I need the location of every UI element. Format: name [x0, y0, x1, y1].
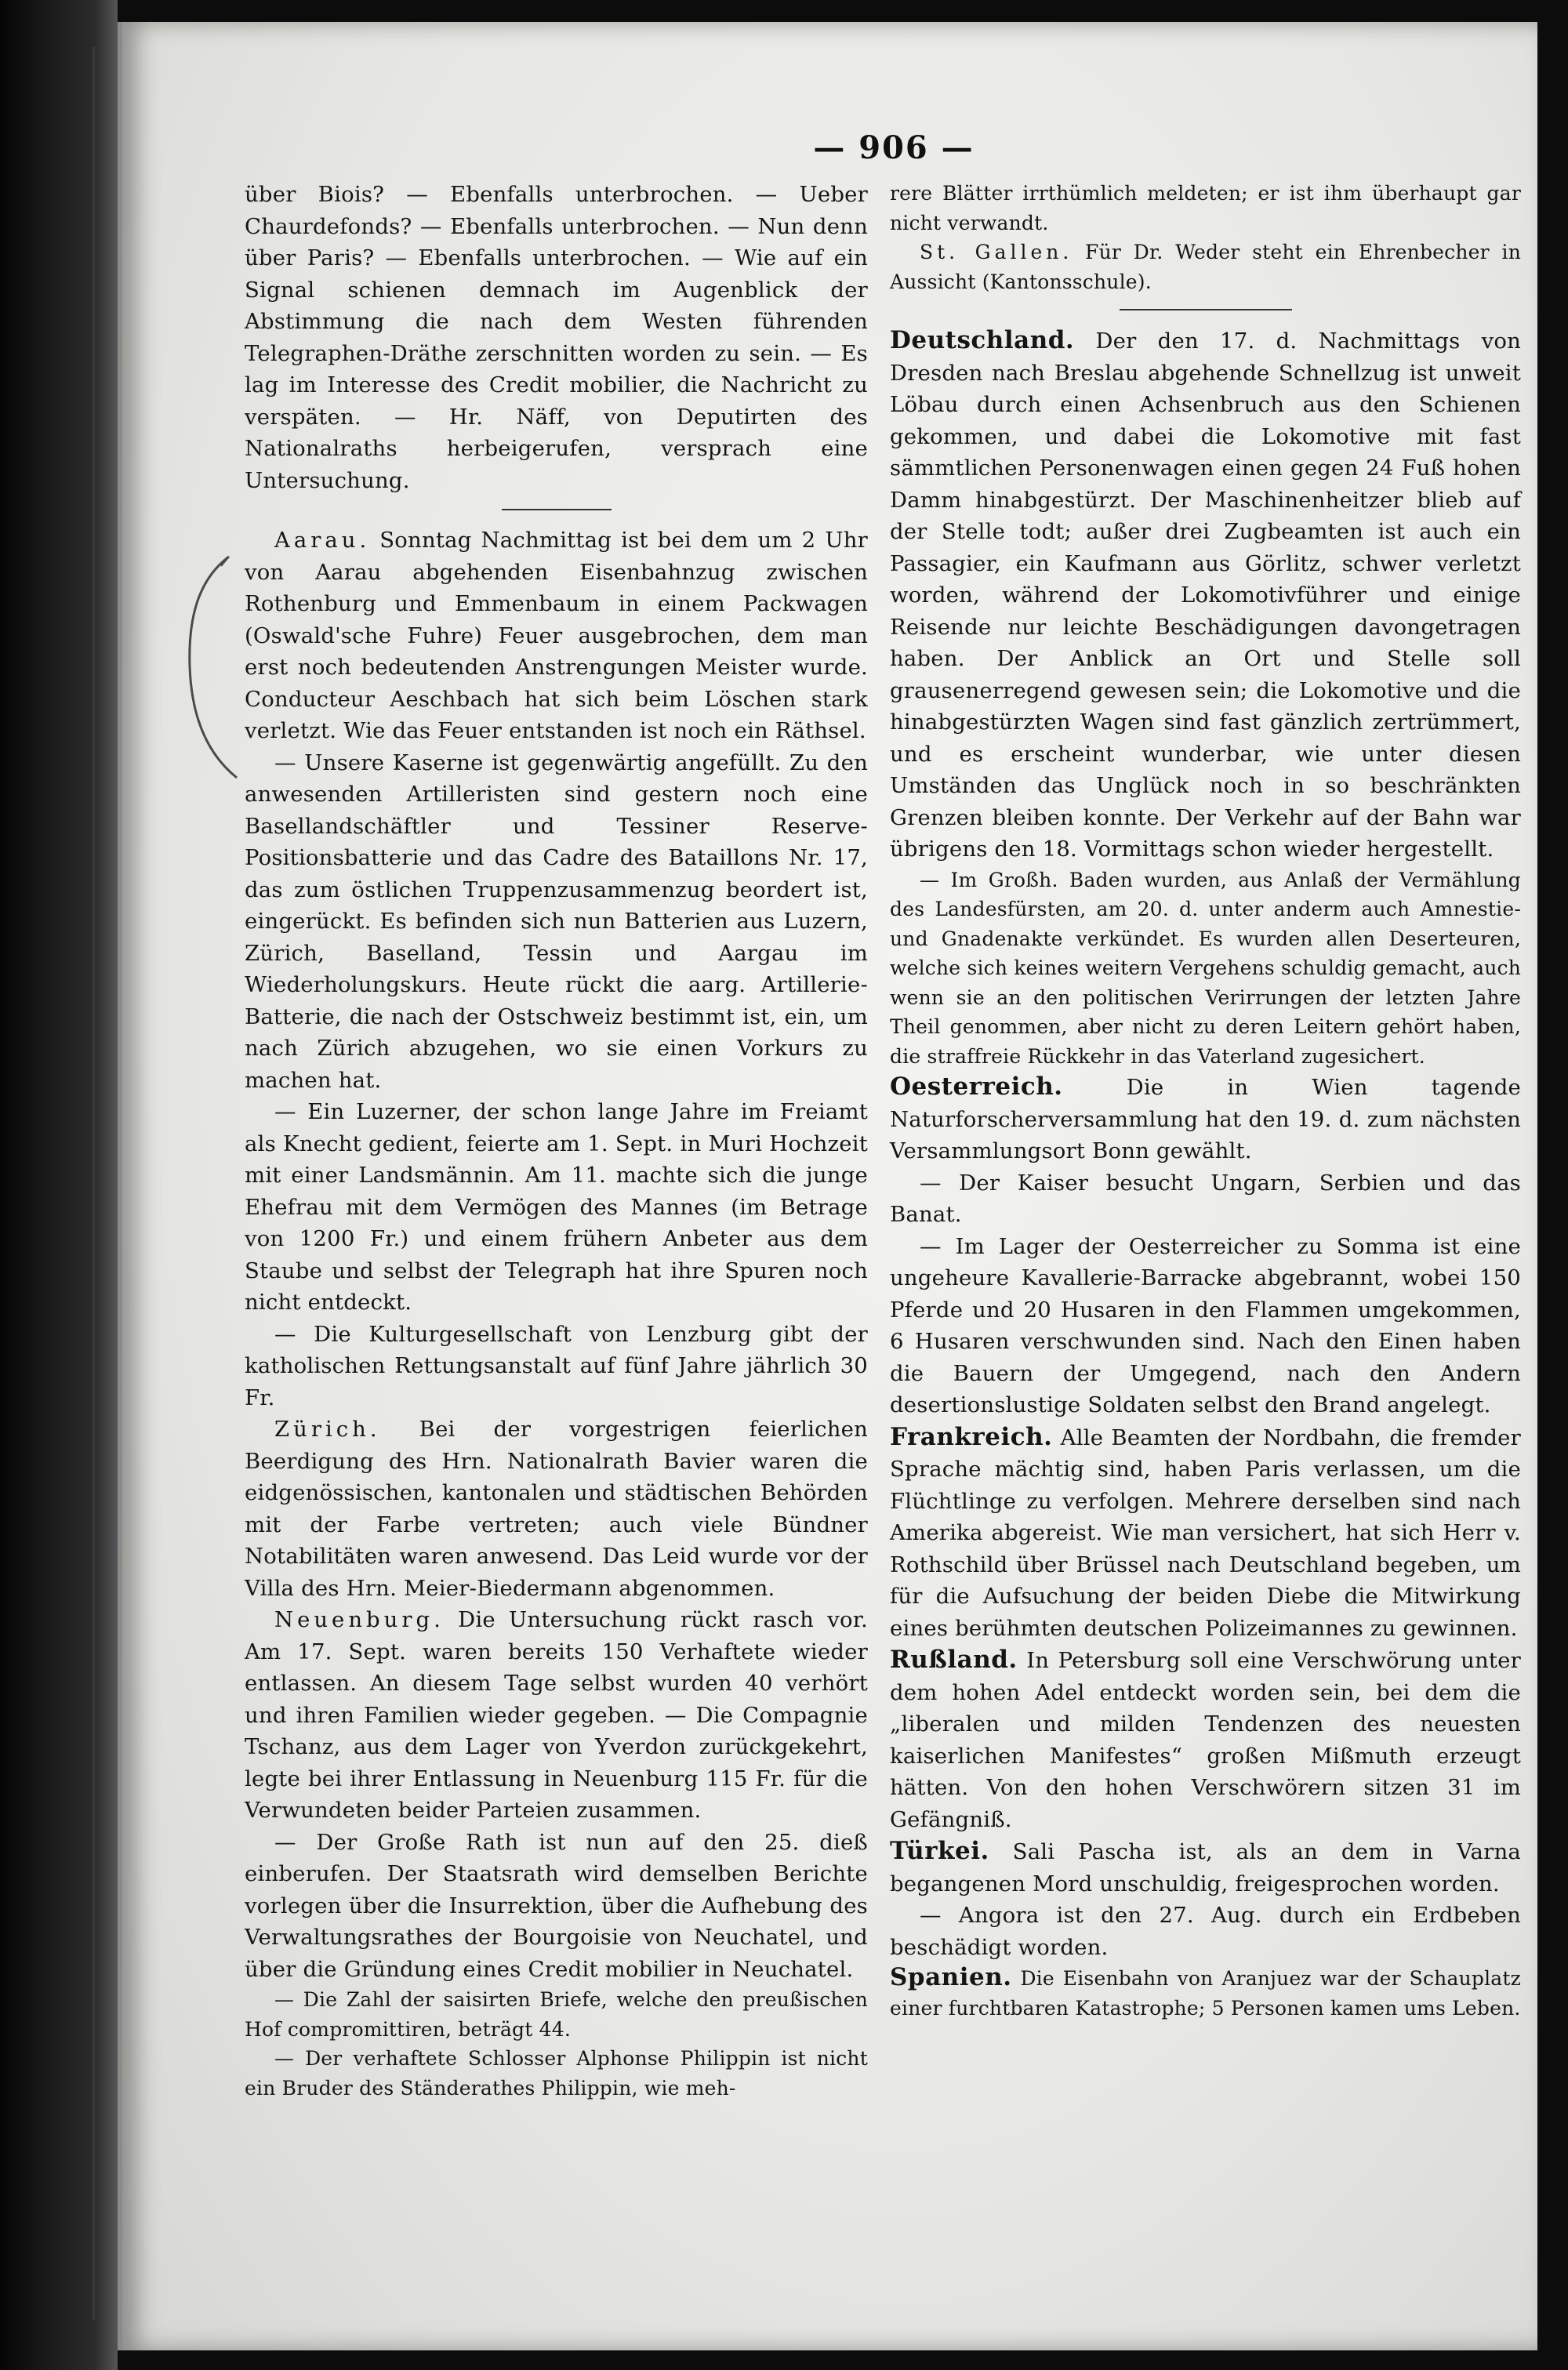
- article-paragraph: [890, 1167, 1521, 1231]
- article-aarau: [245, 524, 868, 747]
- paragraph-text: — Der Kaiser besucht Ungarn, Serbien und das Banat.: [890, 1170, 1521, 1227]
- place-heading: St. Gallen.: [920, 241, 1073, 263]
- article-neuenburg: [245, 1604, 868, 1827]
- paragraph-text: Bei der vorgestrigen feierlichen Beerdigung des Hrn. Nationalrath Bavier waren die eidgenössischen, kantonalen und städtischen Behörden mit der Farbe vertreten; auch viele Bündner Notabilitäten waren anwesend. Das Leid wurde vor der Villa des Hrn. Meier-Biedermann abgenommen.: [245, 1417, 868, 1601]
- section-divider: [1120, 309, 1292, 310]
- article-st-gallen: [890, 238, 1521, 296]
- article-oesterreich: [890, 1071, 1521, 1167]
- paragraph-text: rere Blätter irrthümlich meldeten; er ist ihm überhaupt gar nicht verwandt.: [890, 182, 1521, 234]
- article-tuerkei: [890, 1835, 1521, 1900]
- country-heading: Frankreich.: [890, 1422, 1053, 1451]
- paragraph-text: — Die Zahl der saisirten Briefe, welche den preußischen Hof compromittiren, beträgt 44.: [245, 1988, 868, 2041]
- paragraph-text: — Im Großh. Baden wurden, aus Anlaß der Vermählung des Landesfürsten, am 20. d. unter anderm auch Amnestie- und Gnadenakte verkündet. Es wurden allen Deserteuren, welche sich keines weitern Vergehens schuldig gemacht, auch wenn sie an den politischen Verirrungen der letzten Jahre Theil genommen, aber nicht zu deren Leitern gehört haben, die straffreie Rückkehr in das Vaterland zugesichert.: [890, 868, 1521, 1068]
- article-paragraph: [890, 1900, 1521, 1963]
- article-frankreich: [890, 1421, 1521, 1645]
- paragraph-text: Die Untersuchung rückt rasch vor. Am 17. Sept. waren bereits 150 Verhaftete wieder entlassen. An diesem Tage selbst wurden 40 verhört und ihren Familien wieder gegeben. — Die Compagnie Tschanz, aus dem Lager von Yverdon zurückgekehrt, legte bei ihrer Entlassung in Neuenburg 115 Fr. für die Verwundeten beider Parteien zusammen.: [245, 1607, 868, 1823]
- country-heading: Spanien.: [890, 1963, 1012, 1991]
- book-gutter: [0, 0, 118, 2370]
- paragraph-text: Der den 17. d. Nachmittags von Dresden nach Breslau abgehende Schnellzug ist unweit Löbau durch einen Achsenbruch aus den Schienen gekommen, und dabei die Lokomotive mit fast sämmtlichen Personenwagen einen gegen 24 Fuß hohen Damm hinabgestürzt. Der Maschinenheitzer blieb auf der Stelle todt; außer drei Zugbeamten ist auch ein Passagier, ein Kaufmann aus Görlitz, schwer verletzt worden, während der Lokomotivführer und einige Reisende nur leichte Beschädigungen davongetragen haben. Der Anblick an Ort und Stelle soll grausenerregend gewesen sein; die Lokomotive und die hinabgestürzten Wagen sind fast gänzlich zertrümmert, und es erscheint wunderbar, wie unter diesen Umständen das Unglück noch in so beschränkten Grenzen bleiben konnte. Der Verkehr auf der Bahn war übrigens den 18. Vormittags schon wieder hergestellt.: [890, 328, 1521, 862]
- article-deutschland: [890, 325, 1521, 866]
- country-heading: Rußland.: [890, 1646, 1018, 1674]
- article-paragraph: [245, 2044, 868, 2103]
- country-heading: Türkei.: [890, 1837, 989, 1865]
- paragraph-text: Die Eisenbahn von Aranjuez war der Schauplatz einer furchtbaren Katastrophe; 5 Personen kamen ums Leben.: [890, 1967, 1521, 2020]
- article-paragraph: [890, 866, 1521, 1072]
- paragraph-text: — Ein Luzerner, der schon lange Jahre im Freiamt als Knecht gedient, feierte am 1. Sept. in Muri Hochzeit mit einer Landsmännin. Am 11. machte sich die junge Ehefrau mit dem Vermögen des Mannes (im Betrage von 1200 Fr.) und einem frühern Anbeter aus dem Staube und selbst der Telegraph hat ihre Spuren noch nicht entdeckt.: [245, 1099, 868, 1315]
- article-paragraph: [245, 1319, 868, 1414]
- place-heading: Zürich.: [274, 1417, 381, 1442]
- article-paragraph: [245, 179, 868, 496]
- country-heading: Oesterreich.: [890, 1072, 1063, 1101]
- paragraph-text: Alle Beamten der Nordbahn, die fremder Sprache mächtig sind, haben Paris verlassen, um die Flüchtlinge zu verfolgen. Mehrere derselben sind nach Amerika abgereist. Wie man versichert, hat sich Herr v. Rothschild über Brüssel nach Deutschland begeben, um für die Aufsuchung der beiden Diebe die Mitwirkung eines berühmten deutschen Polizeimannes zu gewinnen.: [890, 1425, 1521, 1641]
- paragraph-text: über Biois? — Ebenfalls unterbrochen. — Ueber Chaurdefonds? — Ebenfalls unterbrochen. — Nun denn über Paris? — Ebenfalls unterbrochen. — Wie auf ein Signal schienen demnach im Augenblick der Abstimmung die nach dem Westen führenden Telegraphen-Dräthe zerschnitten worden zu sein. — Es lag im Interesse des Credit mobilier, die Nachricht zu verspäten. — Hr. Näff, von Deputirten des Nationalraths herbeigerufen, versprach eine Untersuchung.: [245, 182, 868, 493]
- article-paragraph: [890, 179, 1521, 238]
- paragraph-text: — Unsere Kaserne ist gegenwärtig angefüllt. Zu den anwesenden Artilleristen sind gestern noch eine Basellandschäftler und Tessiner Reserve-Positionsbatterie und das Cadre des Bataillons Nr. 17, das zum östlichen Truppenzusammenzug beordert ist, eingerückt. Es befinden sich nun Batterien aus Luzern, Zürich, Baselland, Tessin und Aargau im Wiederholungskurs. Heute rückt die aarg. Artillerie-Batterie, die nach der Ostschweiz bestimmt ist, ein, um nach Zürich abzugehen, wo sie einen Vorkurs zu machen hat.: [245, 749, 868, 1093]
- article-paragraph: [245, 1096, 868, 1319]
- page-number: — 906 —: [813, 129, 975, 166]
- article-spanien: [890, 1963, 1521, 2023]
- paragraph-text: — Der Große Rath ist nun auf den 25. dieß einberufen. Der Staatsrath wird demselben Berichte vorlegen über die Insurrektion, über die Aufhebung des Verwaltungsrathes der Bourgoisie von Neuchatel, und über die Gründung eines Credit mobilier in Neuchatel.: [245, 1829, 868, 1982]
- right-column: [890, 179, 1521, 2023]
- article-paragraph: [890, 1231, 1521, 1421]
- gutter-edge-line: [93, 47, 95, 2321]
- pencil-bracket-mark: [174, 549, 245, 784]
- paragraph-text: — Die Kulturgesellschaft von Lenzburg gibt der katholischen Rettungsanstalt auf fünf Jahre jährlich 30 Fr.: [245, 1321, 868, 1410]
- paragraph-text: — Der verhaftete Schlosser Alphonse Philippin ist nicht ein Bruder des Ständerathes Philippin, wie meh-: [245, 2047, 868, 2100]
- country-heading: Deutschland.: [890, 326, 1075, 354]
- article-paragraph: [245, 1985, 868, 2044]
- article-zurich: [245, 1414, 868, 1604]
- paragraph-text: Die in Wien tagende Naturforscherversammlung hat den 19. d. zum nächsten Versammlungsort Bonn gewählt.: [890, 1075, 1521, 1163]
- section-divider: [502, 509, 612, 510]
- article-russland: [890, 1644, 1521, 1835]
- left-column: [245, 179, 868, 2103]
- article-paragraph: [245, 1827, 868, 1986]
- article-paragraph: [245, 747, 868, 1097]
- paragraph-text: In Petersburg soll eine Verschwörung unter dem hohen Adel entdeckt worden sein, bei dem die „liberalen und milden Tendenzen des neuesten kaiserlichen Manifestes“ großen Mißmuth erzeugt hätten. Von den hohen Verschwörern sitzen 31 im Gefängniß.: [890, 1648, 1522, 1832]
- paragraph-text: Für Dr. Weder steht ein Ehrenbecher in Aussicht (Kantonsschule).: [890, 241, 1522, 293]
- place-heading: Aarau.: [274, 528, 371, 553]
- place-heading: Neuenburg.: [274, 1607, 445, 1632]
- paragraph-text: — Im Lager der Oesterreicher zu Somma ist eine ungeheure Kavallerie-Barracke abgebrannt, wobei 150 Pferde und 20 Husaren in den Flammen umgekommen, 6 Husaren verschwunden sind. Nach den Einen haben die Bauern der Umgegend, nach den Andern desertionslustige Soldaten selbst den Brand angelegt.: [890, 1233, 1521, 1417]
- paragraph-text: Sonntag Nachmittag ist bei dem um 2 Uhr von Aarau abgehenden Eisenbahnzug zwischen Rothenburg und Emmenbaum in einem Packwagen (Oswald'sche Fuhre) Feuer ausgebrochen, dem man erst noch bedeutenden Anstrengungen Meister wurde. Conducteur Aeschbach hat sich beim Löschen stark verletzt. Wie das Feuer entstanden ist noch ein Räthsel.: [245, 528, 868, 743]
- paragraph-text: Sali Pascha ist, als an dem in Varna begangenen Mord unschuldig, freigesprochen worden.: [890, 1839, 1521, 1896]
- paragraph-text: — Angora ist den 27. Aug. durch ein Erdbeben beschädigt worden.: [890, 1903, 1521, 1960]
